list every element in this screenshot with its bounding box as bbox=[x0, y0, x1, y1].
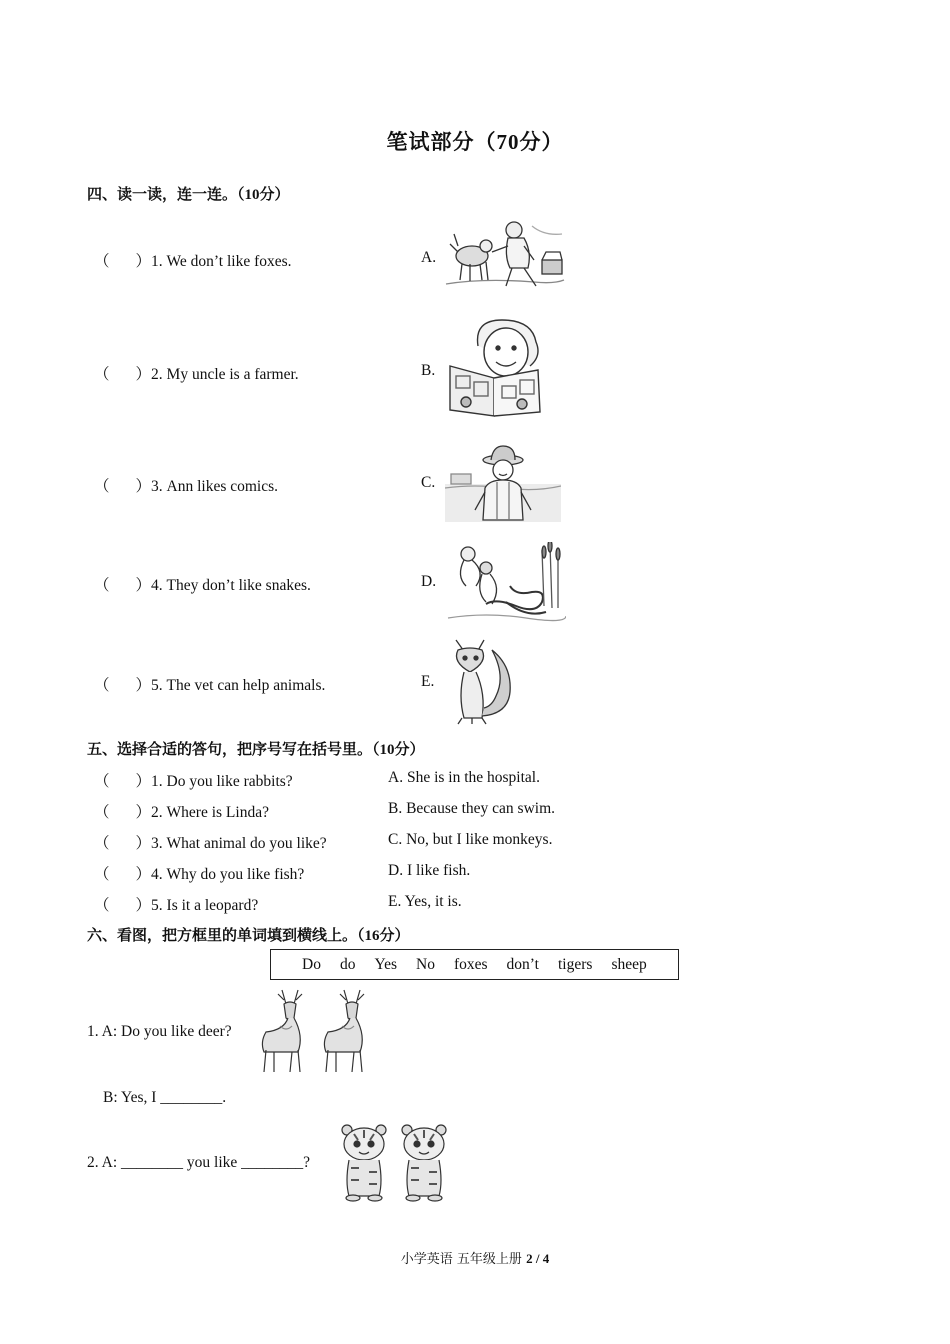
section-5-heading: 五、选择合适的答句，把序号写在括号里。（10分） bbox=[87, 742, 425, 758]
s4-letter-e: E. bbox=[421, 673, 435, 690]
s5-q2-text: 2. Where is Linda? bbox=[151, 804, 269, 821]
paren-open: （ bbox=[94, 835, 110, 852]
paren-open: （ bbox=[94, 677, 110, 694]
deer-picture bbox=[254, 986, 372, 1074]
paren-close: ） bbox=[135, 366, 152, 383]
s6-question-1-a: 1. A: Do you like deer? bbox=[87, 1023, 232, 1040]
paren-open: （ bbox=[94, 897, 110, 914]
paren-close: ） bbox=[135, 773, 152, 790]
paren-close: ） bbox=[135, 804, 152, 821]
s5-question-3 bbox=[94, 831, 327, 853]
s5-q4-text: 4. Why do you like fish? bbox=[151, 866, 305, 883]
s5-q5-text: 5. Is it a leopard? bbox=[151, 897, 259, 914]
paren-close: ） bbox=[135, 897, 152, 914]
s5-question-4 bbox=[94, 862, 304, 884]
paren-open: （ bbox=[94, 804, 110, 821]
s4-letter-d: D. bbox=[421, 573, 437, 590]
page-title: 笔试部分（70分） bbox=[386, 130, 564, 154]
s4-item-3 bbox=[94, 474, 278, 496]
s5-question-1 bbox=[94, 769, 293, 791]
footer-text: 小学英语 五年级上册 bbox=[400, 1252, 527, 1267]
s5-question-5 bbox=[94, 893, 258, 915]
paren-close: ） bbox=[135, 577, 152, 594]
footer-total-pages: 4 bbox=[542, 1251, 550, 1266]
word-bank-word: No bbox=[416, 955, 435, 973]
word-bank-word: sheep bbox=[611, 955, 647, 973]
s5-q3-text: 3. What animal do you like? bbox=[151, 835, 327, 852]
s5-q1-text: 1. Do you like rabbits? bbox=[151, 773, 293, 790]
section-6-heading: 六、看图，把方框里的单词填到横线上。（16分） bbox=[87, 928, 410, 944]
paren-open: （ bbox=[94, 577, 110, 594]
paren-open: （ bbox=[94, 478, 110, 495]
paren-close: ） bbox=[135, 835, 152, 852]
paren-close: ） bbox=[135, 478, 152, 495]
paren-open: （ bbox=[94, 773, 110, 790]
word-bank-word: Do bbox=[302, 955, 321, 973]
s5-answer-a: A. She is in the hospital. bbox=[388, 769, 540, 786]
s5-question-2 bbox=[94, 800, 269, 822]
s4-sentence-3: 3. Ann likes comics. bbox=[151, 478, 279, 495]
word-bank-box bbox=[270, 949, 679, 980]
fox-picture bbox=[448, 636, 520, 726]
paren-open: （ bbox=[94, 366, 110, 383]
woman-reading-comic-picture bbox=[446, 316, 548, 420]
word-bank-word: don’t bbox=[506, 955, 539, 973]
s4-sentence-5: 5. The vet can help animals. bbox=[151, 677, 326, 694]
s5-answer-d: D. I like fish. bbox=[388, 862, 471, 879]
s4-sentence-1: 1. We don’t like foxes. bbox=[151, 253, 292, 270]
s4-letter-b: B. bbox=[421, 362, 436, 379]
s4-item-1 bbox=[94, 249, 292, 271]
s4-item-4 bbox=[94, 573, 311, 595]
tiger-picture bbox=[337, 1122, 453, 1202]
vet-with-calf-picture bbox=[444, 216, 566, 290]
s6-question-2-a: 2. A: ________ you like ________? bbox=[87, 1154, 311, 1171]
section-4-heading: 四、读一读，连一连。（10分） bbox=[87, 187, 290, 203]
s6-question-1-b: B: Yes, I ________. bbox=[103, 1089, 227, 1106]
page-footer bbox=[0, 1248, 950, 1267]
paren-close: ） bbox=[135, 253, 152, 270]
footer-separator: / bbox=[532, 1251, 543, 1266]
paren-close: ） bbox=[135, 866, 152, 883]
s5-answer-b: B. Because they can swim. bbox=[388, 800, 556, 817]
s4-letter-c: C. bbox=[421, 474, 436, 491]
word-bank-word: Yes bbox=[374, 955, 398, 973]
s4-item-5 bbox=[94, 673, 325, 695]
paren-close: ） bbox=[135, 677, 152, 694]
word-bank-word: foxes bbox=[453, 955, 488, 973]
s5-answer-e: E. Yes, it is. bbox=[388, 893, 462, 910]
s4-letter-a: A. bbox=[421, 249, 437, 266]
word-bank-word: do bbox=[339, 955, 356, 973]
s5-answer-c: C. No, but I like monkeys. bbox=[388, 831, 553, 848]
paren-open: （ bbox=[94, 866, 110, 883]
s4-sentence-4: 4. They don’t like snakes. bbox=[151, 577, 311, 594]
s4-item-2 bbox=[94, 362, 299, 384]
s4-sentence-2: 2. My uncle is a farmer. bbox=[151, 366, 299, 383]
footer-page-number: 2 bbox=[526, 1251, 533, 1266]
monkeys-and-snake-picture bbox=[446, 542, 566, 622]
farmer-picture bbox=[445, 444, 561, 522]
paren-open: （ bbox=[94, 253, 110, 270]
word-bank-word: tigers bbox=[558, 955, 593, 973]
